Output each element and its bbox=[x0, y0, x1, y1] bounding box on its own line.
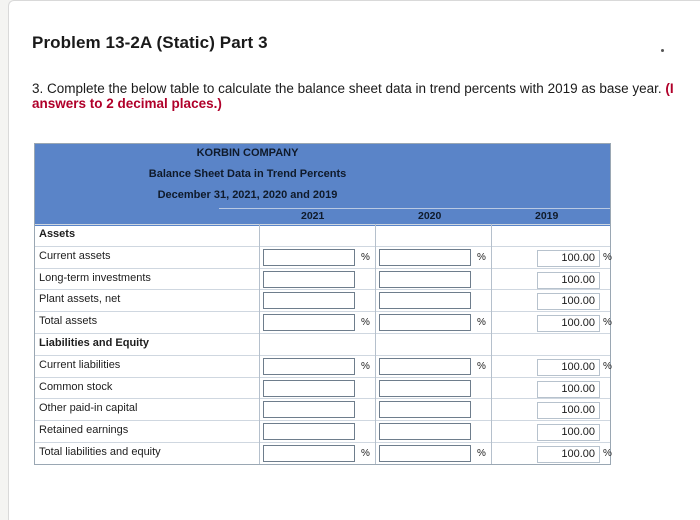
year-header-2021: 2021 bbox=[301, 210, 325, 222]
input-2020[interactable] bbox=[379, 401, 471, 418]
decorative-dot bbox=[661, 49, 664, 52]
row-label: Retained earnings bbox=[39, 424, 129, 437]
percent-sign-2021: % bbox=[361, 317, 370, 329]
percent-sign-2019: % bbox=[603, 360, 612, 372]
input-2021[interactable] bbox=[263, 445, 355, 462]
input-2021[interactable] bbox=[263, 292, 355, 309]
input-2021[interactable] bbox=[263, 401, 355, 418]
percent-sign-2019: % bbox=[603, 317, 612, 329]
header-separator bbox=[219, 208, 610, 209]
percent-sign-2020: % bbox=[477, 448, 486, 459]
value-2019: 100.00 bbox=[537, 381, 600, 398]
column-divider bbox=[491, 224, 492, 464]
percent-sign-2019: % bbox=[603, 448, 612, 459]
problem-title: Problem 13-2A (Static) Part 3 bbox=[32, 33, 268, 52]
input-2020[interactable] bbox=[379, 249, 471, 266]
input-2020[interactable] bbox=[379, 292, 471, 309]
table-subtitle: Balance Sheet Data in Trend Percents bbox=[148, 168, 347, 180]
section-header-row bbox=[35, 224, 610, 246]
percent-sign-2019: % bbox=[603, 251, 612, 263]
instructions-line2: answers to 2 decimal places.) bbox=[32, 96, 222, 111]
row-label: Current assets bbox=[39, 249, 111, 262]
value-2019: 100.00 bbox=[537, 446, 600, 463]
table-date: December 31, 2021, 2020 and 2019 bbox=[157, 189, 338, 201]
row-label: Liabilities and Equity bbox=[39, 337, 150, 349]
table-row bbox=[35, 289, 610, 311]
value-2019: 100.00 bbox=[537, 293, 600, 310]
input-2020[interactable] bbox=[379, 358, 471, 375]
row-label: Long-term investments bbox=[39, 271, 151, 284]
row-label: Other paid-in capital bbox=[39, 402, 138, 415]
input-2020[interactable] bbox=[379, 380, 471, 397]
section-header-row bbox=[35, 333, 610, 355]
row-label: Total liabilities and equity bbox=[39, 446, 161, 458]
trend-percent-table bbox=[34, 143, 611, 465]
input-2021[interactable] bbox=[263, 358, 355, 375]
percent-sign-2021: % bbox=[361, 448, 370, 459]
table-row bbox=[35, 311, 610, 333]
year-header-2020: 2020 bbox=[418, 210, 442, 222]
percent-sign-2021: % bbox=[361, 360, 370, 372]
instructions-line1-tail: (I bbox=[665, 81, 674, 96]
row-label: Current liabilities bbox=[39, 358, 121, 371]
row-label: Assets bbox=[39, 228, 76, 240]
row-label: Plant assets, net bbox=[39, 293, 121, 306]
year-header-2019: 2019 bbox=[535, 210, 559, 222]
value-2019: 100.00 bbox=[537, 424, 600, 441]
percent-sign-2021: % bbox=[361, 251, 370, 263]
instructions-line1: 3. Complete the below table to calculate the balance sheet data in trend percents with 2019 as base year. bbox=[32, 81, 662, 96]
percent-sign-2020: % bbox=[477, 360, 486, 372]
input-2021[interactable] bbox=[263, 380, 355, 397]
company-name: KORBIN COMPANY bbox=[196, 147, 299, 159]
percent-sign-2020: % bbox=[477, 251, 486, 263]
row-label: Total assets bbox=[39, 315, 98, 328]
value-2019: 100.00 bbox=[537, 250, 600, 267]
instructions bbox=[32, 81, 700, 111]
table-row bbox=[35, 420, 610, 442]
value-2019: 100.00 bbox=[537, 402, 600, 419]
table-row bbox=[35, 377, 610, 399]
table-header bbox=[35, 144, 610, 226]
row-label: Common stock bbox=[39, 380, 113, 393]
input-2021[interactable] bbox=[263, 423, 355, 440]
value-2019: 100.00 bbox=[537, 315, 600, 332]
input-2021[interactable] bbox=[263, 271, 355, 288]
table-row bbox=[35, 246, 610, 268]
column-divider bbox=[259, 224, 260, 464]
input-2020[interactable] bbox=[379, 314, 471, 331]
value-2019: 100.00 bbox=[537, 272, 600, 289]
input-2020[interactable] bbox=[379, 423, 471, 440]
input-2021[interactable] bbox=[263, 314, 355, 331]
input-2020[interactable] bbox=[379, 271, 471, 288]
column-divider bbox=[375, 224, 376, 464]
table-row bbox=[35, 355, 610, 377]
table-row bbox=[35, 398, 610, 420]
table-row bbox=[35, 268, 610, 290]
input-2020[interactable] bbox=[379, 445, 471, 462]
percent-sign-2020: % bbox=[477, 317, 486, 329]
input-2021[interactable] bbox=[263, 249, 355, 266]
table-row bbox=[35, 442, 610, 464]
value-2019: 100.00 bbox=[537, 359, 600, 376]
